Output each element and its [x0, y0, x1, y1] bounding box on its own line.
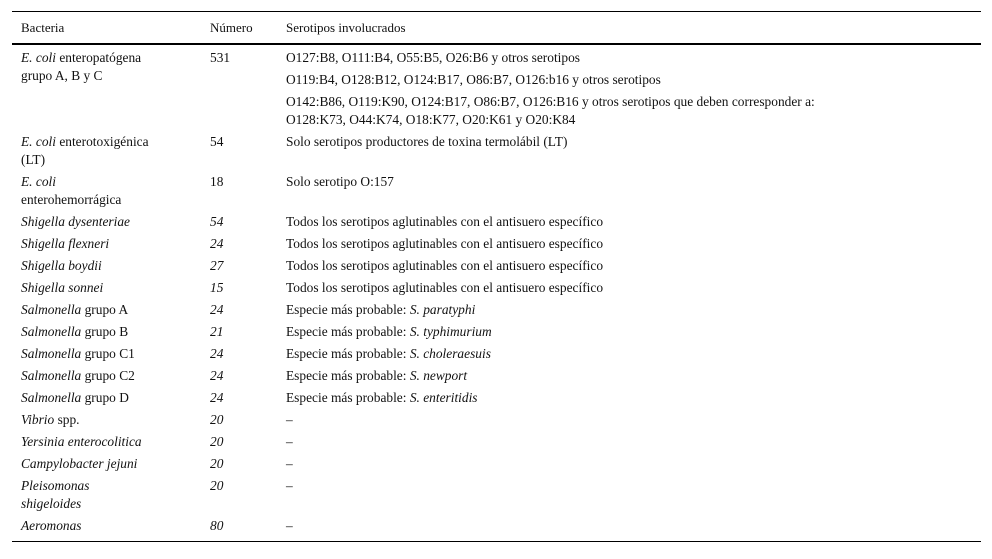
serotipos-cell: Especie más probable: S. newport [286, 368, 468, 383]
table-row [12, 277, 981, 299]
numero-cell: 54 [210, 134, 224, 149]
numero-cell: 24 [210, 390, 224, 405]
bacteria-cell: Shigella boydii [21, 258, 102, 273]
table-bottom-rule [12, 541, 981, 542]
header-bacteria: Bacteria [21, 19, 65, 35]
numero-cell: 531 [210, 50, 231, 65]
bacteria-cell: Vibrio spp. [21, 412, 80, 427]
serotipos-cell: O127:B8, O111:B4, O55:B5, O26:B6 y otros serotipos O119:B4, O128:B12, O124:B17, O86:B7, O126:b16 y otros serotipos O142:B86, O119:K90, O124:B17, O86:B7, O126:B16 y otros serotipos que deben corresponder a: O128:K73, O44:K74, O18:K77, O20:K61 y O20:K84 [286, 50, 815, 127]
numero-cell: 24 [210, 346, 224, 361]
serotipos-cell: Todos los serotipos aglutinables con el antisuero específico [286, 214, 604, 229]
table-row [12, 453, 981, 475]
serotipos-cell: Especie más probable: S. paratyphi [286, 302, 476, 317]
bacteria-cell: Salmonella grupo D [21, 390, 129, 405]
numero-cell: 20 [210, 456, 224, 471]
numero-cell: 24 [210, 236, 224, 251]
table-row [12, 299, 981, 321]
bacteria-cell: Shigella flexneri [21, 236, 110, 251]
table-header [12, 12, 981, 43]
serotipos-cell: Especie más probable: S. enteritidis [286, 390, 478, 405]
bacteria-cell: Campylobacter jejuni [21, 456, 138, 471]
numero-cell: 18 [210, 174, 224, 189]
serotipos-cell: – [286, 456, 293, 471]
bacteria-cell: Salmonella grupo A [21, 302, 129, 317]
table-row [12, 211, 981, 233]
numero-cell: 20 [210, 434, 224, 449]
table-row [12, 515, 981, 537]
serotipos-cell: Todos los serotipos aglutinables con el antisuero específico [286, 280, 604, 295]
serotypes-table [12, 11, 981, 542]
table-row [12, 387, 981, 409]
table-row [12, 131, 981, 171]
header-serotipos: Serotipos involucrados [286, 19, 406, 35]
table-row [12, 475, 981, 515]
table-row [12, 255, 981, 277]
bacteria-cell: Shigella sonnei [21, 280, 104, 295]
numero-cell: 15 [210, 280, 224, 295]
numero-cell: 20 [210, 478, 224, 493]
numero-cell: 27 [210, 258, 224, 273]
numero-cell: 21 [210, 324, 224, 339]
serotipos-cell: – [286, 518, 293, 533]
table-row [12, 343, 981, 365]
numero-cell: 24 [210, 368, 224, 383]
bacteria-cell: Salmonella grupo C1 [21, 346, 135, 361]
numero-cell: 54 [210, 214, 224, 229]
numero-cell: 24 [210, 302, 224, 317]
serotipos-cell: Solo serotipos productores de toxina termolábil (LT) [286, 134, 568, 149]
numero-cell: 80 [210, 518, 224, 533]
bacteria-cell: Aeromonas [21, 518, 82, 533]
bacteria-cell: Pleisomonas shigeloides [21, 478, 90, 511]
serotipos-cell: Especie más probable: S. typhimurium [286, 324, 492, 339]
serotipos-cell: Solo serotipo O:157 [286, 174, 394, 189]
serotipos-cell: Todos los serotipos aglutinables con el antisuero específico [286, 236, 604, 251]
table-row [12, 431, 981, 453]
numero-cell: 20 [210, 412, 224, 427]
table-row [12, 365, 981, 387]
serotipos-cell: Todos los serotipos aglutinables con el antisuero específico [286, 258, 604, 273]
bacteria-cell: Shigella dysenteriae [21, 214, 130, 229]
serotipos-cell: – [286, 434, 293, 449]
serotipos-cell: – [286, 478, 293, 493]
bacteria-cell: E. coli enteropatógena grupo A, B y C [21, 50, 142, 83]
bacteria-cell: E. coli enterotoxigénica (LT) [21, 134, 149, 167]
serotipos-cell: – [286, 412, 293, 427]
bacteria-cell: E. coli enterohemorrágica [21, 174, 122, 207]
table-row [12, 233, 981, 255]
header-numero: Número [210, 19, 253, 35]
bacteria-cell: Salmonella grupo C2 [21, 368, 135, 383]
table-row [12, 409, 981, 431]
table-row [12, 47, 981, 131]
table-body [12, 45, 981, 537]
table-row [12, 171, 981, 211]
bacteria-cell: Yersinia enterocolitica [21, 434, 142, 449]
serotipos-cell: Especie más probable: S. choleraesuis [286, 346, 491, 361]
bacteria-cell: Salmonella grupo B [21, 324, 129, 339]
table-row [12, 321, 981, 343]
